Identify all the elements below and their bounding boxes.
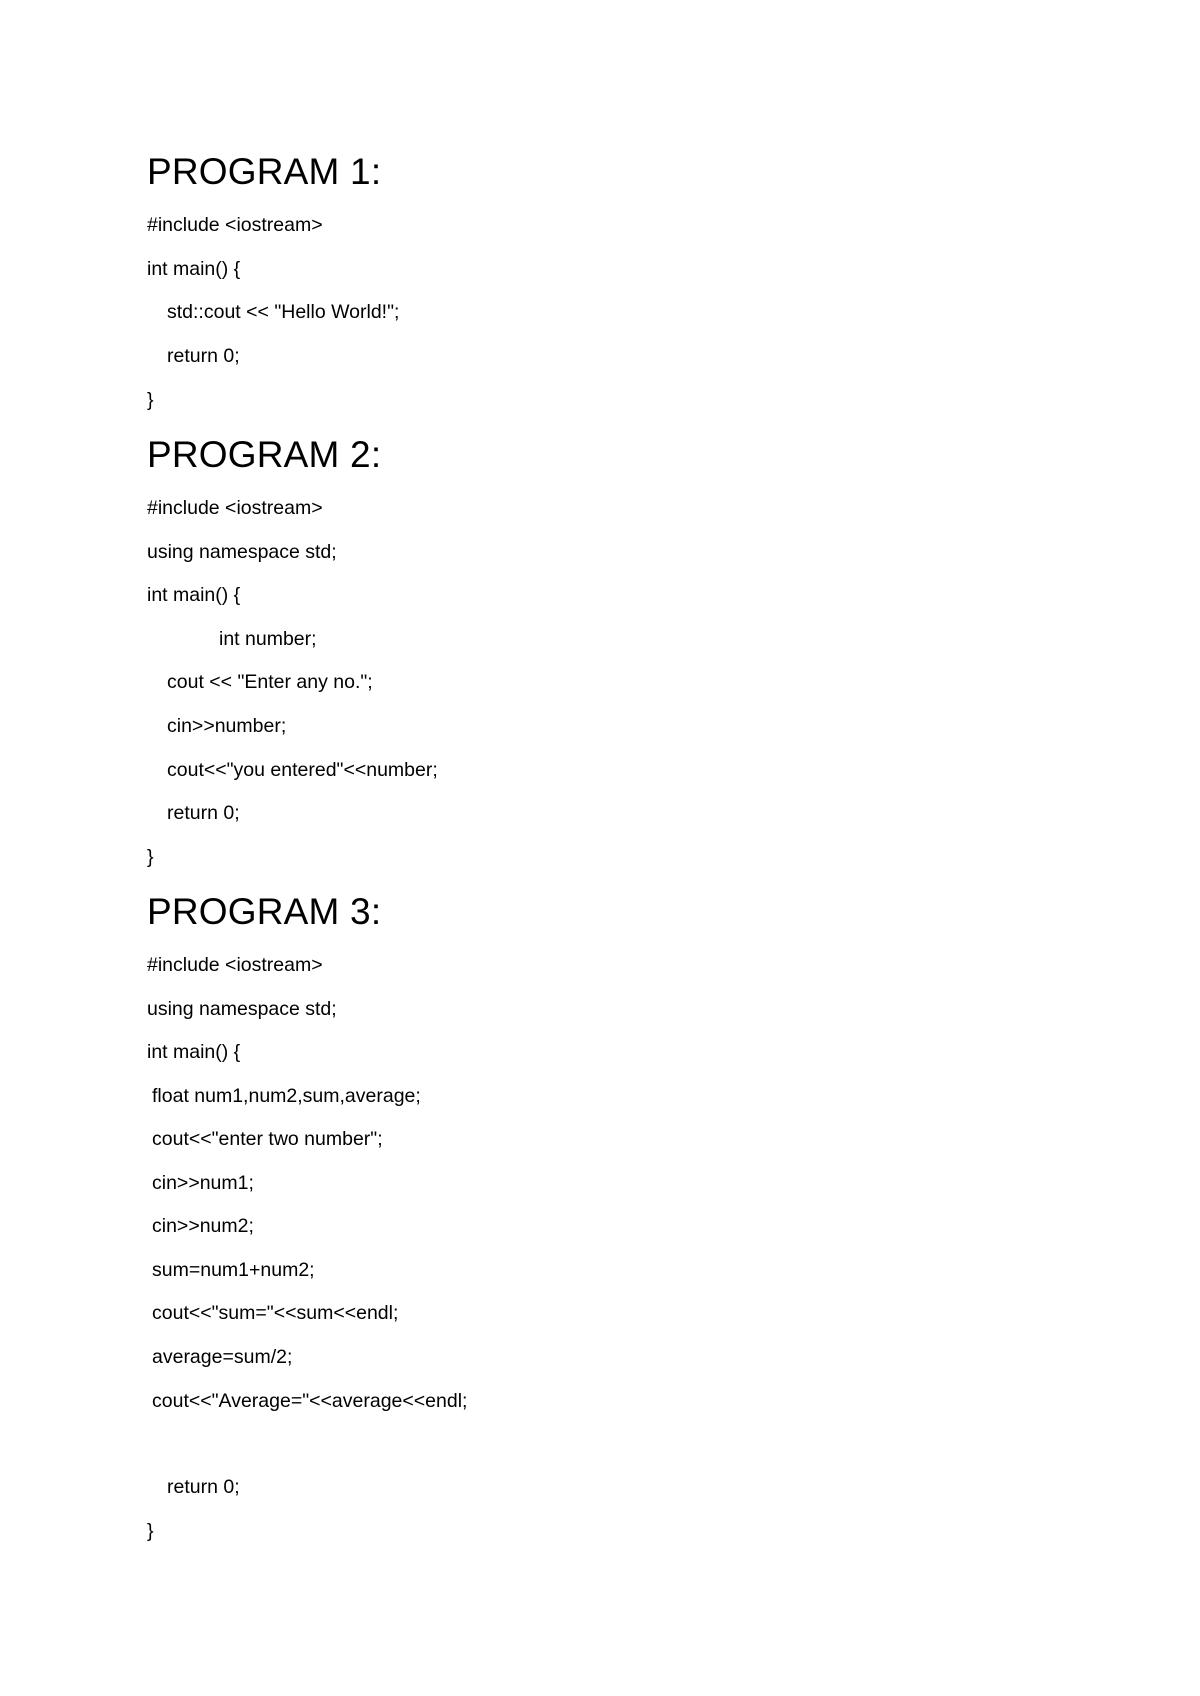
program-1-heading: PROGRAM 1: (147, 151, 382, 192)
code-line: cin>>num2; (152, 1215, 254, 1237)
code-line: float num1,num2,sum,average; (152, 1085, 421, 1107)
code-line: average=sum/2; (152, 1346, 293, 1368)
code-line: int main() { (147, 584, 241, 606)
code-line: int main() { (147, 258, 241, 280)
code-line: cin>>num1; (152, 1172, 254, 1194)
code-line: cout<<"Average="<<average<<endl; (152, 1390, 468, 1412)
code-line: cout<<"you entered"<<number; (167, 759, 438, 781)
code-line: std::cout << "Hello World!"; (167, 301, 400, 323)
code-line: int number; (219, 628, 317, 650)
code-line: int main() { (147, 1041, 241, 1063)
code-line: #include <iostream> (147, 954, 323, 976)
code-line: return 0; (167, 345, 240, 367)
code-line: return 0; (167, 802, 240, 824)
program-3-heading: PROGRAM 3: (147, 891, 382, 932)
code-line: cin>>number; (167, 715, 287, 737)
code-line: cout << "Enter any no."; (167, 671, 373, 693)
program-2-heading: PROGRAM 2: (147, 434, 382, 475)
code-line: #include <iostream> (147, 214, 323, 236)
code-line: cout<<"enter two number"; (152, 1128, 383, 1150)
code-line: #include <iostream> (147, 497, 323, 519)
code-line: using namespace std; (147, 541, 337, 563)
code-line: cout<<"sum="<<sum<<endl; (152, 1302, 399, 1324)
code-line: sum=num1+num2; (152, 1259, 315, 1281)
code-line: using namespace std; (147, 998, 337, 1020)
code-line: return 0; (167, 1476, 240, 1498)
code-line: } (147, 1520, 154, 1542)
code-line: } (147, 389, 154, 411)
code-line: } (147, 846, 154, 868)
